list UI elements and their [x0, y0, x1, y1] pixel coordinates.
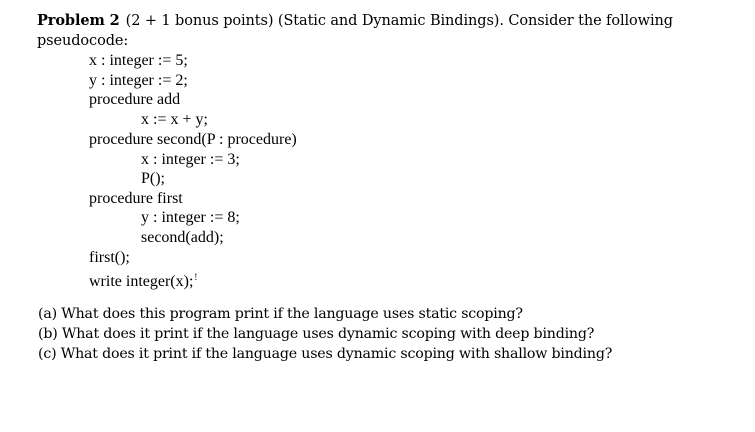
problem-points-text: (2 + 1 bonus points) (Static and Dynamic Bindings). Consider the following — [125, 13, 673, 29]
code-line: procedure add — [89, 91, 181, 108]
code-line: y : integer := 8; — [141, 209, 240, 226]
problem-intro-continuation: pseudocode: — [37, 33, 129, 49]
code-line: x : integer := 5; — [89, 52, 188, 69]
code-line-text: write integer(x); — [89, 273, 194, 290]
question-c: (c) What does it print if the language uses dynamic scoping with shallow binding? — [38, 346, 613, 362]
code-line: first(); — [89, 249, 130, 266]
question-a: (a) What does this program print if the language uses static scoping? — [38, 306, 523, 322]
code-line-last — [89, 267, 197, 292]
code-line: x : integer := 3; — [141, 151, 240, 168]
problem-label: Problem 2 — [37, 12, 120, 29]
code-line: procedure second(P : procedure) — [89, 131, 297, 148]
code-line: x := x + y; — [141, 111, 208, 128]
problem-heading-line — [37, 11, 673, 31]
cursor-mark: ! — [194, 272, 198, 282]
question-b: (b) What does it print if the language uses dynamic scoping with deep binding? — [38, 326, 595, 342]
code-line: second(add); — [141, 229, 224, 246]
code-line: P(); — [141, 170, 165, 187]
code-line: procedure first — [89, 190, 183, 207]
problem-heading — [37, 11, 673, 51]
question-list — [38, 304, 612, 364]
code-line: y : integer := 2; — [89, 72, 188, 89]
